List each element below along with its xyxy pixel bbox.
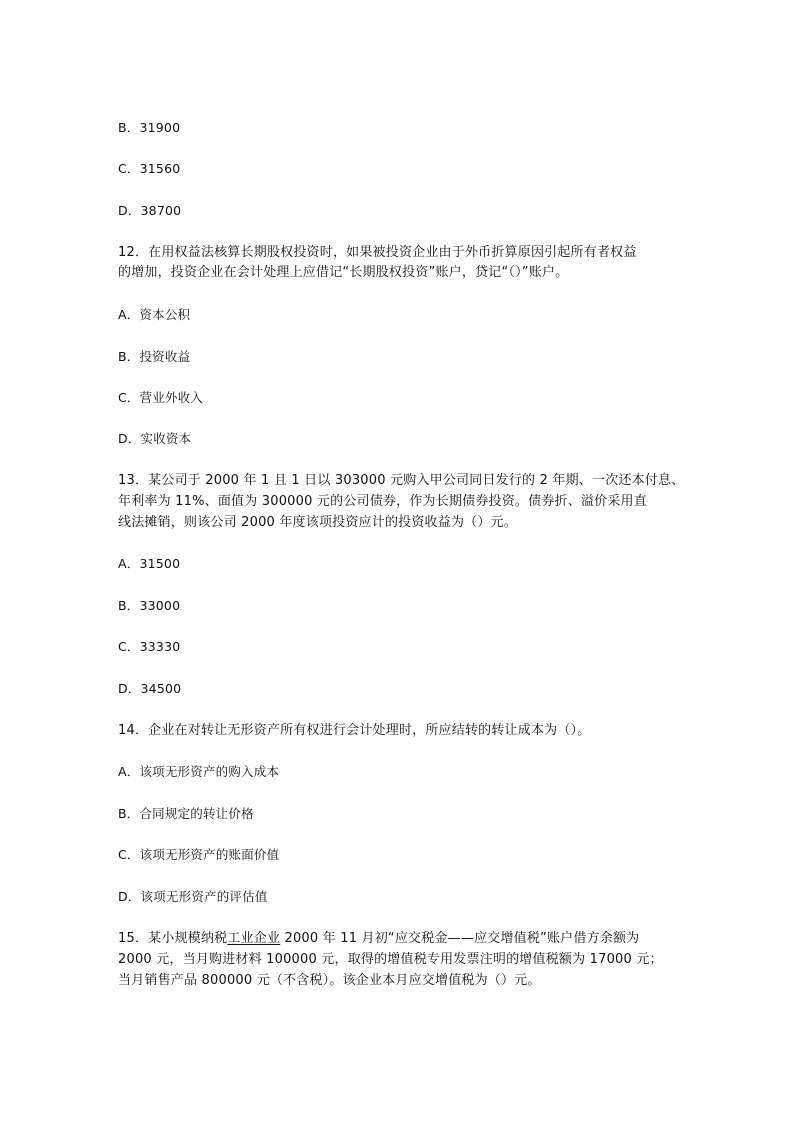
q15-underlined-term: 工业企业 [227, 931, 281, 946]
q13-stem-line1: 13．某公司于 2000 年 1 且 1 日以 303000 元购入甲公司同日发行的 2 年期、一次还本付息、 [118, 473, 685, 488]
q14-option-d: D．该项无形资产的评估值 [118, 889, 268, 904]
q13-option-c: C．33330 [118, 639, 181, 654]
q14-option-a: A．该项无形资产的购入成本 [118, 764, 280, 779]
q13-option-d: D．34500 [118, 681, 182, 696]
q11-option-d: D．38700 [118, 203, 182, 218]
q13-stem-line3: 线法摊销，则该公司 2000 年度该项投资应计的投资收益为（）元。 [118, 515, 517, 530]
q13-option-a: A．31500 [118, 556, 181, 571]
q12-stem-line1: 12．在用权益法核算长期股权投资时，如果被投资企业由于外币折算原因引起所有者权益 [118, 245, 637, 260]
q13-stem-line2: 年利率为 11%、面值为 300000 元的公司债券，作为长期债券投资。债券折、溢价采用直 [118, 494, 647, 509]
q14-option-b: B．合同规定的转让价格 [118, 806, 254, 821]
q12-option-a: A．资本公积 [118, 307, 191, 322]
q15-line1-prefix: 15．某小规模纳税 [118, 931, 228, 946]
q12-stem-line2: 的增加，投资企业在会计处理上应借记“长期股权投资”账户，贷记“（）”账户。 [118, 265, 569, 280]
q15-stem-line2: 2000 元，当月购进材料 100000 元，取得的增值税专用发票注明的增值税额为 17000 元； [118, 952, 663, 967]
q11-option-b: B．31900 [118, 120, 181, 135]
q15-line1-suffix: 2000 年 11 月初“应交税金——应交增值税”账户借方余额为 [280, 931, 640, 946]
q12-option-d: D．实收资本 [118, 431, 192, 446]
q14-option-c: C．该项无形资产的账面价值 [118, 847, 280, 862]
q15-stem-line1 [118, 929, 639, 949]
q12-option-b: B．投资收益 [118, 349, 191, 364]
q13-option-b: B．33000 [118, 598, 181, 613]
q14-stem-line1: 14．企业在对转让无形资产所有权进行会计处理时，所应结转的转让成本为（）。 [118, 723, 591, 738]
q11-option-c: C．31560 [118, 161, 181, 176]
q15-stem-line3: 当月销售产品 800000 元（不含税）。该企业本月应交增值税为（）元。 [118, 973, 541, 988]
q12-option-c: C．营业外收入 [118, 390, 204, 405]
